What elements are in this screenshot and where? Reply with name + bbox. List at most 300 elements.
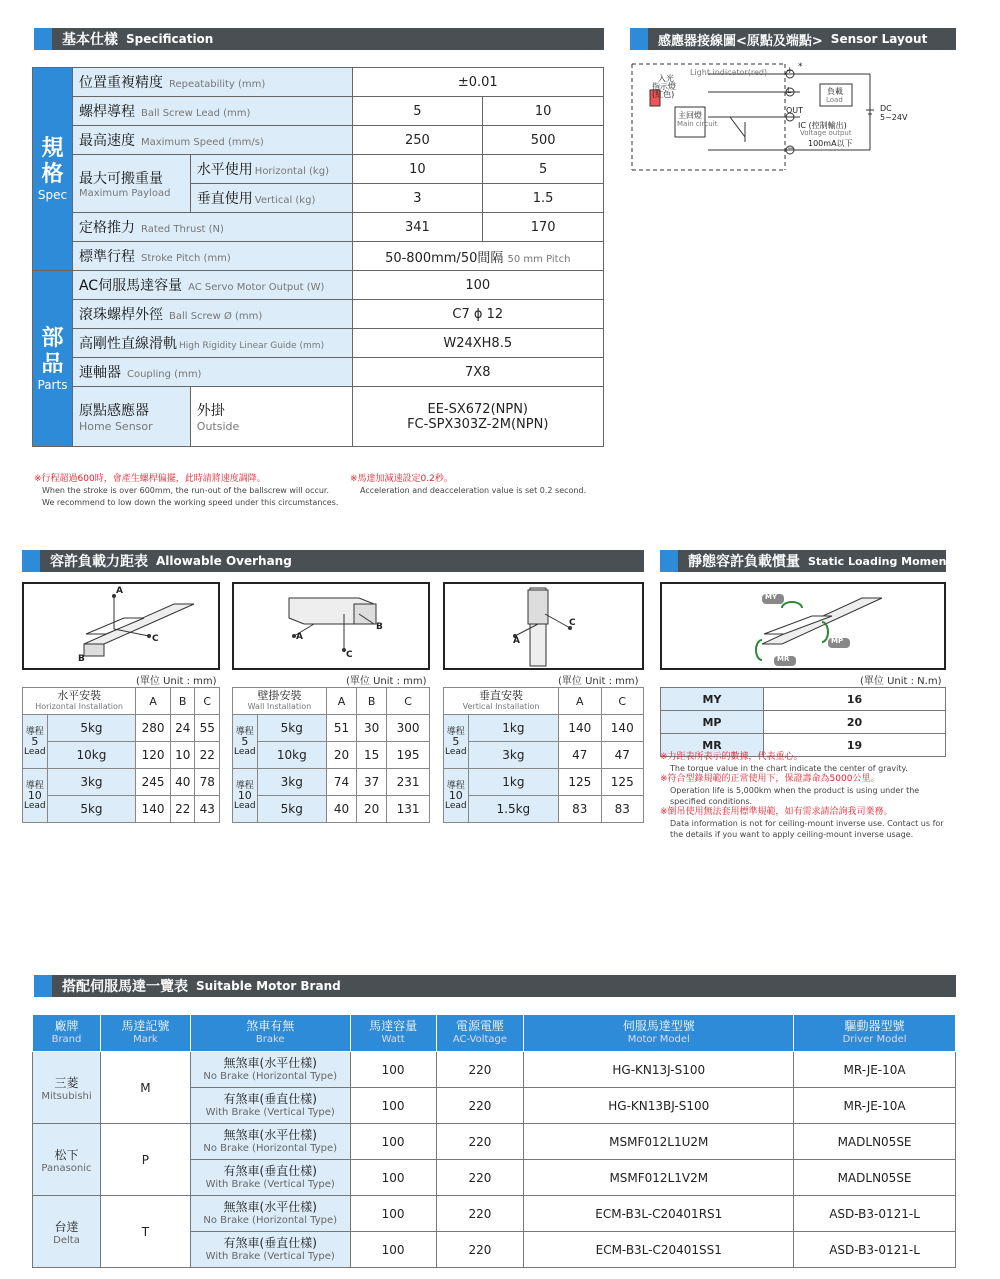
lead-number: 5 — [31, 734, 39, 748]
watt-cell: 100 — [350, 1196, 436, 1232]
motor-model-cell: MSMF012L1U2M — [524, 1124, 794, 1160]
driver-model-cell: MR-JE-10A — [794, 1088, 956, 1124]
header-brake — [190, 1015, 350, 1052]
load: 1kg — [468, 715, 558, 742]
value-c: 55 — [195, 715, 220, 742]
load: 5kg — [47, 715, 136, 742]
value-c: 131 — [387, 796, 430, 823]
payload-label — [72, 155, 190, 213]
guide-en: High Rigidity Linear Guide (mm) — [178, 341, 325, 351]
lead-en: Lead — [445, 800, 467, 811]
motor-table — [32, 1014, 956, 1268]
load: 10kg — [47, 742, 136, 769]
value-a: 40 — [326, 796, 356, 823]
screw-label — [72, 300, 352, 329]
stroke-value — [352, 242, 604, 271]
moment-note-2-en: Operation life is 5,000km when the product is using under the specified conditions. — [670, 786, 920, 806]
lead10-cell — [233, 769, 258, 823]
value-c: 43 — [195, 796, 220, 823]
lead-en: Lead — [24, 746, 46, 757]
header-voltage — [436, 1015, 524, 1052]
coupling-label — [72, 358, 352, 387]
moment-note-3-en: Data information is not for ceiling-mount inverse use. Contact us for the details if you want to apply ceiling-mount inverse usage. — [670, 819, 944, 839]
load-label: 負載 — [827, 87, 843, 96]
col-a: A — [559, 688, 601, 715]
overhang-title: 容許負載力距表 — [50, 554, 148, 570]
brand-en: Mitsubishi — [41, 1090, 92, 1102]
minus-label: − — [787, 144, 795, 154]
unit-mm-3: (單位 Unit : mm) — [558, 676, 639, 687]
indicator-label: 指示燈 — [652, 82, 676, 91]
value-c: 125 — [601, 769, 643, 796]
coupling-en: Coupling (mm) — [126, 369, 202, 380]
home-label — [72, 387, 190, 447]
outside-label — [190, 387, 352, 447]
lead5-cell — [233, 715, 258, 769]
fig-label-mr: MR — [777, 655, 790, 663]
header-zh: 馬達記號 — [121, 1019, 170, 1033]
coupling-value: 7X8 — [352, 358, 604, 387]
wall-en: Wall Installation — [247, 702, 312, 711]
spec-table — [32, 67, 604, 447]
horizontal-table — [22, 687, 220, 823]
lead-number: 5 — [452, 734, 460, 748]
brake-cell — [190, 1160, 350, 1196]
coupling-zh: 連軸器 — [78, 365, 121, 381]
value-a: 47 — [559, 742, 601, 769]
moment-note-3-red: ※倒吊使用無法套用標準規範，如有需求請洽詢我司業務。 — [660, 807, 893, 817]
voltage-cell: 220 — [436, 1160, 524, 1196]
load: 3kg — [257, 769, 326, 796]
header-accent — [22, 550, 40, 572]
payload-h-zh: 水平使用 — [196, 162, 253, 178]
stroke-zh: 標準行程 — [78, 249, 135, 265]
spec-note-2-a: Acceleration and deacceleration value is set 0.2 second. — [360, 486, 587, 495]
moment-value: 20 — [764, 711, 946, 734]
load: 1kg — [468, 769, 558, 796]
header-en: Watt — [381, 1034, 405, 1045]
value-c: 78 — [195, 769, 220, 796]
voltage-output-label: Voltage output — [800, 129, 852, 137]
load: 10kg — [257, 742, 326, 769]
lead-en: Ball Screw Lead (mm) — [140, 108, 251, 119]
payload-h-2: 5 — [483, 155, 604, 184]
load: 5kg — [257, 715, 326, 742]
brand-zh: 三菱 — [54, 1075, 79, 1090]
payload-v-en: Vertical (kg) — [254, 195, 316, 206]
motor-model-cell: HG-KN13J-S100 — [524, 1052, 794, 1088]
moment-value: 19 — [764, 734, 946, 757]
header-mark — [100, 1015, 190, 1052]
lead-en: Lead — [234, 800, 256, 811]
payload-en: Maximum Payload — [78, 188, 171, 199]
fig-label-a: A — [513, 636, 520, 646]
moment-key: MR — [661, 734, 764, 757]
sensor-diagram — [630, 62, 956, 172]
value-a: 20 — [326, 742, 356, 769]
spec-side-en: Spec — [37, 188, 68, 202]
horizontal-slide-drawing — [24, 584, 218, 668]
static-title: 靜態容許負載慣量 — [688, 554, 800, 570]
value-b: 40 — [170, 769, 195, 796]
current-label: 100mA以下 — [808, 139, 853, 148]
horizontal-figure — [22, 582, 220, 670]
main-circuit-en: Main circuit — [677, 120, 718, 128]
value-a: 125 — [559, 769, 601, 796]
payload-v-2: 1.5 — [483, 184, 604, 213]
brake-cell — [190, 1232, 350, 1268]
brake-en: No Brake (Horizontal Type) — [203, 1142, 338, 1154]
wall-slide-drawing — [234, 584, 428, 668]
voltage-cell: 220 — [436, 1124, 524, 1160]
star-label: * — [798, 62, 803, 72]
stroke-label — [72, 242, 352, 271]
brake-en: No Brake (Horizontal Type) — [203, 1070, 338, 1082]
lead-en: Lead — [24, 800, 46, 811]
main-circuit-label: 主回燈 — [678, 111, 702, 120]
lead-zh: 導程 — [235, 726, 254, 737]
moment-figure — [660, 582, 946, 670]
payload-h-1: 10 — [352, 155, 483, 184]
value-c: 140 — [601, 715, 643, 742]
stroke-value-en: 50 mm Pitch — [507, 253, 571, 265]
lead-zh: 導程 — [25, 780, 44, 791]
brake-zh: 無煞車(水平仕樣) — [223, 1055, 317, 1070]
header-zh: 煞車有無 — [246, 1019, 295, 1033]
fig-label-mp: MP — [831, 637, 844, 645]
watt-cell: 100 — [350, 1232, 436, 1268]
out-label: OUT — [786, 106, 804, 115]
sensor-header — [630, 28, 956, 50]
value-b: 37 — [357, 769, 387, 796]
horizontal-en: Horizontal Installation — [35, 702, 123, 711]
plus-label: + — [786, 66, 794, 76]
thrust-value-2: 170 — [483, 213, 604, 242]
brake-cell — [190, 1196, 350, 1232]
header-motor-model — [524, 1015, 794, 1052]
col-b: B — [357, 688, 387, 715]
spec-side-label — [33, 68, 73, 271]
home-value — [352, 387, 604, 447]
motor-model-cell: MSMF012L1V2M — [524, 1160, 794, 1196]
spec-note-1-red: ※行程超過600時，會產生螺桿偏擺，此時請將速度調降。 — [34, 474, 266, 484]
lead-zh: 螺桿導程 — [78, 104, 135, 120]
sensor-title-en: Sensor Layout — [830, 32, 928, 46]
speed-en: Maximum Speed (mm/s) — [140, 137, 264, 148]
light-indicator-label: Light indicator(red) — [690, 68, 768, 77]
value-a: 83 — [559, 796, 601, 823]
voltage-cell: 220 — [436, 1196, 524, 1232]
brake-cell — [190, 1088, 350, 1124]
stroke-value-zh: 50-800mm/50間隔 — [385, 250, 504, 266]
motor-label — [72, 271, 352, 300]
col-b: B — [170, 688, 195, 715]
lead-number: 5 — [241, 734, 249, 748]
lead-en: Lead — [445, 746, 467, 757]
unit-mm-1: (單位 Unit : mm) — [136, 676, 217, 687]
payload-v-1: 3 — [352, 184, 483, 213]
header-zh: 廠牌 — [54, 1019, 79, 1033]
speed-value-1: 250 — [352, 126, 483, 155]
value-a: 140 — [559, 715, 601, 742]
lead-number: 10 — [448, 788, 463, 802]
l-label: L — [787, 86, 792, 95]
lead-value-1: 5 — [352, 97, 483, 126]
value-c: 47 — [601, 742, 643, 769]
vertical-slide-drawing — [445, 584, 642, 668]
load: 3kg — [468, 742, 558, 769]
moment-note-1-en: The torque value in the chart indicate the center of gravity. — [670, 764, 908, 773]
screw-value: C7 ϕ 12 — [352, 300, 604, 329]
dc-voltage: 5~24V — [880, 113, 908, 122]
thrust-value-1: 341 — [352, 213, 483, 242]
screw-en: Ball Screw Ø (mm) — [168, 311, 263, 322]
motor-value: 100 — [352, 271, 604, 300]
header-zh: 電源電壓 — [455, 1019, 504, 1033]
brand-cell — [33, 1124, 101, 1196]
thrust-zh: 定格推力 — [78, 220, 135, 236]
lead-zh: 導程 — [235, 780, 254, 791]
header-en: Mark — [133, 1034, 158, 1045]
lead5-cell — [23, 715, 48, 769]
wall-header — [233, 688, 327, 715]
voltage-cell: 220 — [436, 1232, 524, 1268]
brake-zh: 無煞車(水平仕樣) — [223, 1199, 317, 1214]
static-title-en: Static Loading Moment — [808, 554, 952, 568]
spec-header — [34, 28, 604, 50]
header-en: Brake — [255, 1034, 285, 1045]
header-watt — [350, 1015, 436, 1052]
lead5-cell — [444, 715, 469, 769]
vertical-header — [444, 688, 559, 715]
moment-key: MP — [661, 711, 764, 734]
spec-title: 基本仕樣 — [62, 32, 118, 48]
moment-note-2-red: ※符合型錄規範的正常使用下，保證壽命為5000公里。 — [660, 774, 880, 784]
motor-title: 搭配伺服馬達一覽表 — [62, 979, 188, 995]
brake-en: With Brake (Vertical Type) — [205, 1106, 335, 1118]
motor-en: AC Servo Motor Output (W) — [188, 282, 325, 293]
driver-model-cell: ASD-B3-0121-L — [794, 1232, 956, 1268]
motor-model-cell: HG-KN13BJ-S100 — [524, 1088, 794, 1124]
header-accent — [34, 975, 52, 997]
brand-zh: 松下 — [54, 1147, 79, 1162]
sensor-title: 感應器接線圖<原點及端點> — [658, 33, 823, 49]
lead10-cell — [23, 769, 48, 823]
value-b: 22 — [170, 796, 195, 823]
header-accent — [630, 28, 648, 50]
col-c: C — [601, 688, 643, 715]
speed-zh: 最高速度 — [78, 133, 135, 149]
value-c: 231 — [387, 769, 430, 796]
thrust-label — [72, 213, 352, 242]
voltage-cell: 220 — [436, 1088, 524, 1124]
home-en: Home Sensor — [78, 420, 153, 433]
moment-key: MY — [661, 688, 764, 711]
vertical-zh: 垂直安裝 — [479, 689, 524, 702]
col-a: A — [326, 688, 356, 715]
value-b: 20 — [357, 796, 387, 823]
payload-h-label — [190, 155, 352, 184]
vertical-table — [443, 687, 644, 823]
brake-en: With Brake (Vertical Type) — [205, 1250, 335, 1262]
payload-h-en: Horizontal (kg) — [254, 166, 329, 177]
load-en: Load — [826, 96, 843, 104]
fig-label-b: B — [376, 622, 383, 632]
mark-cell: M — [100, 1052, 190, 1124]
fig-label-c: C — [152, 634, 159, 644]
horizontal-header — [23, 688, 136, 715]
value-b: 15 — [357, 742, 387, 769]
watt-cell: 100 — [350, 1052, 436, 1088]
brand-en: Delta — [53, 1234, 80, 1246]
value-b: 24 — [170, 715, 195, 742]
watt-cell: 100 — [350, 1124, 436, 1160]
brake-zh: 有煞車(垂直仕樣) — [223, 1235, 317, 1250]
header-en: Brand — [51, 1034, 82, 1045]
driver-model-cell: ASD-B3-0121-L — [794, 1196, 956, 1232]
repeat-zh: 位置重複精度 — [78, 75, 163, 91]
home-value-2: FC-SPX303Z-2M(NPN) — [407, 416, 549, 432]
spec-title-en: Specification — [126, 32, 214, 46]
in-light-label: 入光 — [658, 74, 674, 83]
moment-slide-drawing — [662, 584, 944, 668]
unit-mm-2: (單位 Unit : mm) — [346, 676, 427, 687]
value-c: 195 — [387, 742, 430, 769]
lead-value-2: 10 — [483, 97, 604, 126]
brake-en: No Brake (Horizontal Type) — [203, 1214, 338, 1226]
col-a: A — [136, 688, 171, 715]
parts-side-en: Parts — [37, 377, 68, 392]
fig-label-c: C — [346, 650, 353, 660]
mark-cell: P — [100, 1124, 190, 1196]
motor-title-en: Suitable Motor Brand — [196, 979, 341, 993]
speed-label — [72, 126, 352, 155]
value-b: 10 — [170, 742, 195, 769]
guide-value: W24XH8.5 — [352, 329, 604, 358]
home-zh: 原點感應器 — [78, 403, 149, 419]
value-a: 74 — [326, 769, 356, 796]
fig-label-a: A — [116, 586, 123, 596]
motor-zh: AC伺服馬達容量 — [78, 278, 183, 294]
header-en: Driver Model — [842, 1034, 907, 1045]
header-en: Motor Model — [627, 1034, 690, 1045]
value-c: 22 — [195, 742, 220, 769]
lead-zh: 導程 — [25, 726, 44, 737]
thrust-en: Rated Thrust (N) — [140, 224, 224, 235]
lead-label — [72, 97, 352, 126]
static-header — [660, 550, 952, 572]
parts-side-zh: 部品 — [41, 325, 64, 377]
header-brand — [33, 1015, 101, 1052]
overhang-title-en: Allowable Overhang — [156, 554, 292, 568]
screw-zh: 滾珠螺桿外徑 — [78, 307, 163, 323]
brake-cell — [190, 1124, 350, 1160]
lead-number: 10 — [27, 788, 42, 802]
brake-en: With Brake (Vertical Type) — [205, 1178, 335, 1190]
load: 5kg — [257, 796, 326, 823]
spec-note-1-a: When the stroke is over 600mm, the run-out of the ballscrew will occur. — [42, 486, 330, 495]
value-b: 30 — [357, 715, 387, 742]
payload-v-label — [190, 184, 352, 213]
header-accent — [34, 28, 52, 50]
mark-cell: T — [100, 1196, 190, 1268]
lead10-cell — [444, 769, 469, 823]
driver-model-cell: MADLN05SE — [794, 1124, 956, 1160]
value-a: 140 — [136, 796, 171, 823]
repeat-label — [72, 68, 352, 97]
brake-zh: 無煞車(水平仕樣) — [223, 1127, 317, 1142]
header-accent — [660, 550, 678, 572]
repeat-value: ±0.01 — [352, 68, 604, 97]
value-a: 280 — [136, 715, 171, 742]
fig-label-b: B — [78, 654, 85, 664]
ic-label: IC (控制輸出) — [798, 121, 847, 130]
spec-side-zh: 規格 — [41, 136, 64, 187]
spec-note-2-red: ※馬達加減速設定0.2秒。 — [350, 474, 453, 484]
motor-model-cell: ECM-B3L-C20401RS1 — [524, 1196, 794, 1232]
value-c: 83 — [601, 796, 643, 823]
horizontal-zh: 水平安裝 — [57, 689, 102, 702]
col-c: C — [387, 688, 430, 715]
voltage-cell: 220 — [436, 1052, 524, 1088]
outside-en: Outside — [196, 420, 240, 433]
outside-zh: 外掛 — [196, 403, 225, 419]
dc-label: DC — [880, 104, 892, 113]
value-a: 51 — [326, 715, 356, 742]
overhang-header — [22, 550, 644, 572]
value-a: 245 — [136, 769, 171, 796]
value-a: 120 — [136, 742, 171, 769]
brake-zh: 有煞車(垂直仕樣) — [223, 1163, 317, 1178]
driver-model-cell: MADLN05SE — [794, 1160, 956, 1196]
spec-note-1-b: We recommend to low down the working speed under this circumstances. — [42, 498, 339, 507]
brake-cell — [190, 1052, 350, 1088]
repeat-en: Repeatability (mm) — [168, 79, 266, 90]
motor-model-cell: ECM-B3L-C20401SS1 — [524, 1232, 794, 1268]
home-value-1: EE-SX672(NPN) — [427, 401, 529, 417]
payload-v-zh: 垂直使用 — [196, 191, 253, 207]
lead-zh: 導程 — [446, 726, 465, 737]
lead-en: Lead — [234, 746, 256, 757]
stroke-en: Stroke Pitch (mm) — [140, 253, 231, 264]
lead-number: 10 — [237, 788, 252, 802]
header-driver-model — [794, 1015, 956, 1052]
header-zh: 馬達容量 — [369, 1019, 418, 1033]
fig-label-a: A — [296, 632, 303, 642]
speed-value-2: 500 — [483, 126, 604, 155]
moment-value: 16 — [764, 688, 946, 711]
guide-label — [72, 329, 352, 358]
header-zh: 伺服馬達型號 — [622, 1019, 695, 1033]
unit-nm: (單位 Unit : N.m) — [860, 676, 942, 687]
value-c: 300 — [387, 715, 430, 742]
parts-side-label — [33, 271, 73, 447]
col-c: C — [195, 688, 220, 715]
vertical-en: Vertical Installation — [462, 702, 540, 711]
watt-cell: 100 — [350, 1160, 436, 1196]
moment-note-1-red: ※力距表所表示的數據，代表重心。 — [660, 752, 803, 762]
guide-zh: 高剛性直線滑軌 — [78, 336, 177, 352]
header-en: AC-Voltage — [452, 1034, 508, 1045]
fig-label-my: MY — [765, 593, 778, 601]
payload-zh: 最大可搬重量 — [78, 171, 163, 187]
brand-zh: 台達 — [54, 1219, 79, 1234]
vertical-figure — [443, 582, 644, 670]
lead-zh: 導程 — [446, 780, 465, 791]
driver-model-cell: MR-JE-10A — [794, 1052, 956, 1088]
moment-notes — [660, 752, 950, 840]
wall-table — [232, 687, 430, 823]
